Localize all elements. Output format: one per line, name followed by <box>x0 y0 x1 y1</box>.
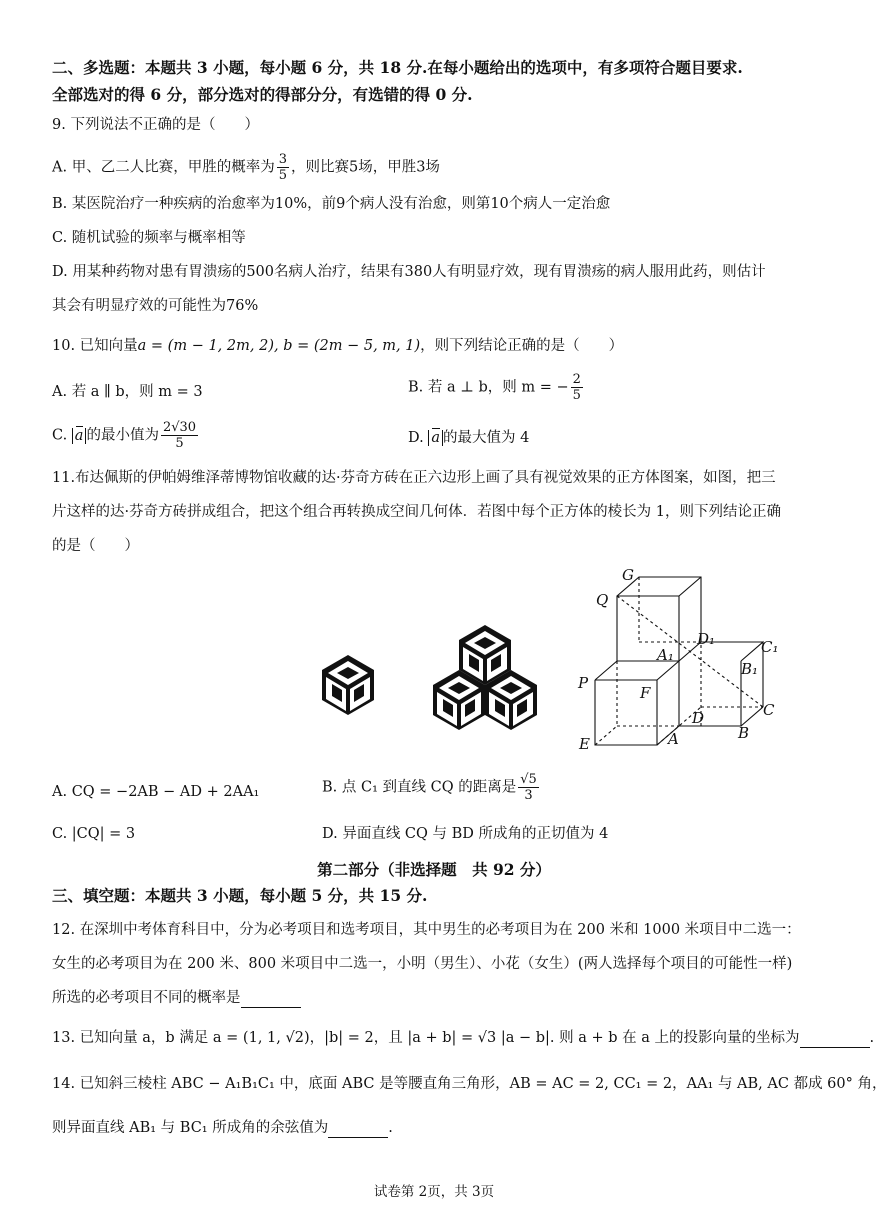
q9-a-post: ，则比赛5场，甲胜3场 <box>290 159 440 176</box>
q10-c-num: 2√30 <box>162 420 197 435</box>
label-D: D <box>692 709 705 727</box>
label-G: G <box>622 566 634 584</box>
q12-answer-blank[interactable] <box>241 991 301 1008</box>
q10-c-den: 5 <box>175 436 184 451</box>
q10-option-d: D. a 的最大值为 4 <box>408 430 530 446</box>
q11-figures <box>300 560 820 760</box>
q9-option-a <box>52 152 440 183</box>
q11-option-d: D. 异面直线 CQ 与 BD 所成角的正切值为 4 <box>322 826 609 842</box>
q10-b-den: 5 <box>572 388 581 403</box>
section2-header-line2: 全部选对的得 6 分，部分选对的得部分分，有选错的得 0 分. <box>52 85 473 104</box>
q11-option-c: C. |CQ| = 3 <box>52 826 136 842</box>
q9-stem: 9. 下列说法不正确的是（ ） <box>52 117 259 133</box>
label-C: C <box>763 701 775 719</box>
three-tile-icon <box>433 625 537 730</box>
q11-stem-line1: 11.布达佩斯的伊帕姆维泽蒂博物馆收藏的达·芬奇方砖在正六边形上画了具有视觉效果的正方体图案，如图，把三 <box>52 470 776 486</box>
q13-answer-blank[interactable] <box>800 1031 870 1048</box>
q12-line1: 12. 在深圳中考体育科目中，分为必考项目和选考项目，其中男生的必考项目为在 200 米和 1000 米项目中二选一： <box>52 922 801 938</box>
q11-stem-line2: 片这样的达·芬奇方砖拼成组合，把这个组合再转换成空间几何体．若图中每个正方体的棱长为 1，则下列结论正确 <box>52 504 781 520</box>
q10-stem <box>52 336 623 356</box>
q11-b-fraction <box>518 772 539 803</box>
q10-stem-post: ，则下列结论正确的是（ ） <box>420 338 624 354</box>
page-footer: 试卷第 2页，共 3页 <box>373 1184 495 1200</box>
q14-line2-text: 则异面直线 AB₁ 与 BC₁ 所成角的余弦值为 <box>52 1120 329 1136</box>
q11-b-num: √5 <box>520 772 537 787</box>
label-Q: Q <box>596 591 609 609</box>
q9-a-fraction <box>277 152 289 183</box>
cube-geometry-diagram <box>595 577 763 745</box>
q10-option-b <box>408 372 585 403</box>
q10-option-c: C. a 的最小值为 $\frac{2√30}{5}$ <box>52 420 197 451</box>
q9-option-c: C. 随机试验的频率与概率相等 <box>52 230 246 246</box>
label-B: B <box>738 724 750 742</box>
section3-header: 三、填空题：本题共 3 小题，每小题 5 分，共 15 分. <box>52 886 428 905</box>
q10-b-num: 2 <box>572 372 581 387</box>
q10-c-abs: a <box>72 428 87 444</box>
section2-header-line1: 二、多选题：本题共 3 小题，每小题 6 分，共 18 分.在每小题给出的选项中，有多项符合题目要求. <box>52 58 743 77</box>
q9-option-d-line2: 其会有明显疗效的可能性为76% <box>52 298 259 314</box>
q12-line3-text: 所选的必考项目不同的概率是 <box>52 990 241 1006</box>
q11-b-pre: B. 点 C₁ 到直线 CQ 的距离是 <box>322 779 517 796</box>
q10-c-post: 的最小值为 <box>86 427 159 444</box>
q11-b-den: 3 <box>524 788 533 803</box>
q10-b-pre: B. 若 a ⊥ b，则 m = − <box>408 379 569 396</box>
q10-c-fraction <box>161 420 198 451</box>
q9-a-num: 3 <box>278 152 287 167</box>
q9-option-b: B. 某医院治疗一种疾病的治愈率为10%，前9个病人没有治愈，则第10个病人一定治愈 <box>52 196 611 212</box>
label-B1: B₁ <box>741 660 759 678</box>
q10-b-fraction <box>571 372 583 403</box>
cube-labels <box>577 566 779 753</box>
q11-stem-line3: 的是（ ） <box>52 538 139 554</box>
q13-text: 13. 已知向量 a，b 满足 a = (1, 1, √2)，|b| = 2，且 |a + b| = √3 |a − b|. 则 a + b 在 a 上的投影向量的坐标为 <box>52 1030 800 1046</box>
q9-a-pre: A. 甲、乙二人比赛，甲胜的概率为 <box>52 159 275 176</box>
q12-line3 <box>52 988 301 1008</box>
q10-stem-pre: 10. 已知向量 <box>52 338 138 354</box>
q14-line2: 则异面直线 AB₁ 与 BC₁ 所成角的余弦值为 . <box>52 1120 393 1136</box>
label-A: A <box>668 730 679 748</box>
label-F: F <box>640 684 651 702</box>
q11-option-b <box>322 772 541 803</box>
label-A1: A₁ <box>657 646 674 664</box>
part2-title: 第二部分（非选择题 共 92 分） <box>317 860 551 879</box>
label-D1: D₁ <box>697 630 716 648</box>
q10-option-a: A. 若 a ∥ b，则 m = 3 <box>52 384 203 400</box>
single-tile-icon <box>322 655 374 715</box>
label-P: P <box>578 674 589 692</box>
q10-d-post: 的最大值为 4 <box>442 430 530 446</box>
q14-line1: 14. 已知斜三棱柱 ABC − A₁B₁C₁ 中，底面 ABC 是等腰直角三角形，AB = AC = 2, CC₁ = 2，AA₁ 与 AB, AC 都成 60° 角， <box>52 1076 887 1092</box>
q9-option-d-line1: D. 用某种药物对患有胃溃疡的500名病人治疗，结果有380人有明显疗效，现有胃溃疡的病人服用此药，则估计 <box>52 264 766 280</box>
q10-stem-vecs: a = (m − 1, 2m, 2), b = (2m − 5, m, 1) <box>137 338 421 354</box>
q14-answer-blank[interactable] <box>328 1121 388 1138</box>
q9-a-den: 5 <box>278 168 287 183</box>
label-E: E <box>579 735 590 753</box>
q13-line: 13. 已知向量 a，b 满足 a = (1, 1, √2)，|b| = 2，且 |a + b| = √3 |a − b|. 则 a + b 在 a 上的投影向量的坐标为 . <box>52 1030 875 1046</box>
q10-d-abs: a <box>428 430 443 446</box>
q12-line2: 女生的必考项目为在 200 米、800 米项目中二选一，小明（男生）、小花（女生）(两人选择每个项目的可能性一样) <box>52 956 793 972</box>
label-C1: C₁ <box>761 638 779 656</box>
q11-option-a: A. CQ = −2AB − AD + 2AA₁ <box>52 784 260 800</box>
